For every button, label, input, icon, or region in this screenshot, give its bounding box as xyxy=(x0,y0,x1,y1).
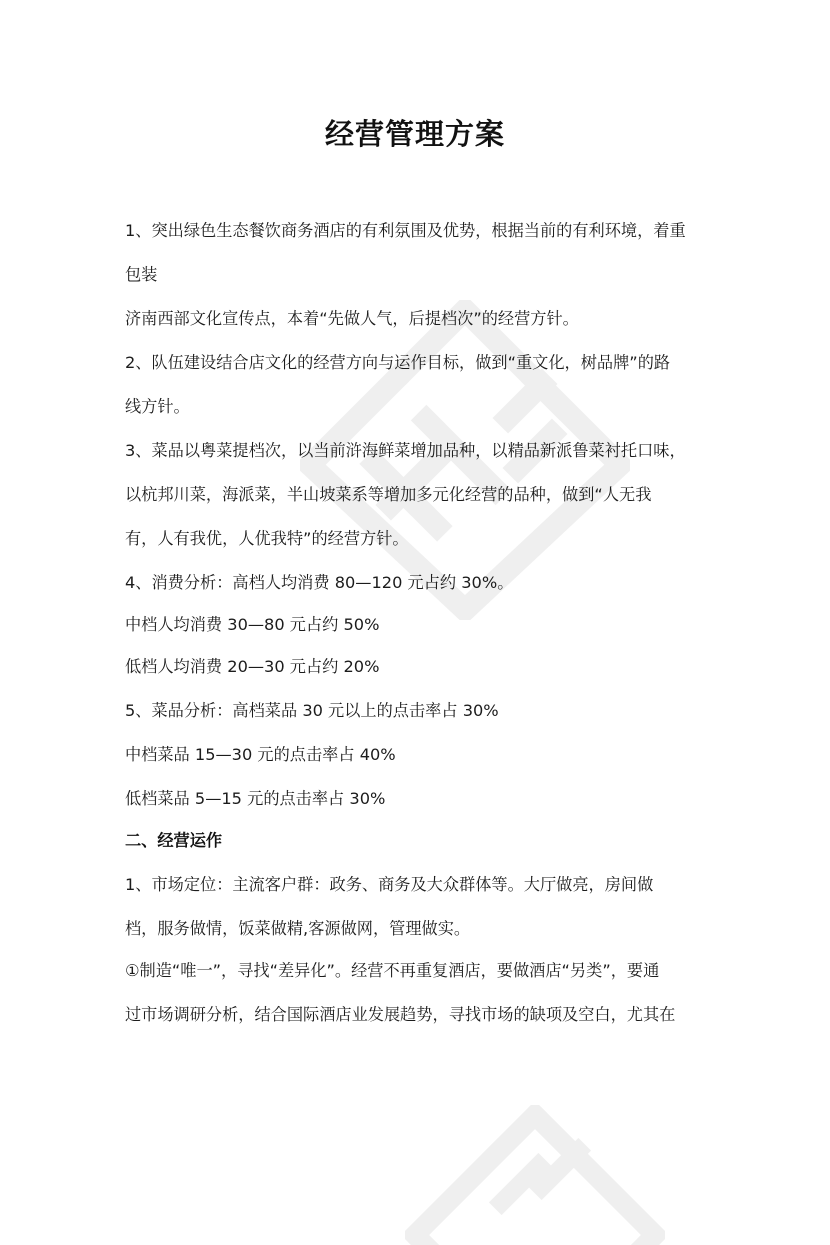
section-heading: 二、经营运作 xyxy=(125,831,223,850)
paragraph-line: 档，服务做情，饭菜做精,客源做网，管理做实。 xyxy=(125,919,471,938)
paragraph-line: 济南西部文化宣传点，本着“先做人气，后提档次”的经营方针。 xyxy=(125,309,579,328)
paragraph-line: 过市场调研分析，结合国际酒店业发展趋势，寻找市场的缺项及空白，尤其在 xyxy=(125,1005,676,1024)
paragraph-line: 4、消费分析：高档人均消费 80—120 元占约 30%。 xyxy=(125,573,514,592)
paragraph-line: 1、市场定位：主流客户群：政务、商务及大众群体等。大厅做亮，房间做 xyxy=(125,875,654,894)
paragraph-line: 包装 xyxy=(125,265,158,284)
paragraph-line: 2、队伍建设结合店文化的经营方向与运作目标，做到“重文化，树品牌”的路 xyxy=(125,353,671,372)
watermark-logo-icon-bottom xyxy=(405,1105,665,1245)
paragraph-line: ①制造“唯一”，寻找“差异化”。经营不再重复酒店，要做酒店“另类”，要通 xyxy=(125,961,660,980)
paragraph-line: 以杭邦川菜，海派菜，半山坡菜系等增加多元化经营的品种，做到“人无我 xyxy=(125,485,652,504)
paragraph-line: 低档人均消费 20—30 元占约 20% xyxy=(125,657,380,676)
paragraph-line: 线方针。 xyxy=(125,397,190,416)
paragraph-line: 中档菜品 15—30 元的点击率占 40% xyxy=(125,745,396,764)
paragraph-line: 3、菜品以粤菜提档次，以当前浒海鲜菜增加品种，以精品新派鲁菜衬托口味， xyxy=(125,441,686,460)
paragraph-line: 有，人有我优，人优我特”的经营方针。 xyxy=(125,529,409,548)
page-title: 经营管理方案 xyxy=(324,117,505,151)
paragraph-line: 低档菜品 5—15 元的点击率占 30% xyxy=(125,789,386,808)
paragraph-line: 中档人均消费 30—80 元占约 50% xyxy=(125,615,380,634)
paragraph-line: 5、菜品分析：高档菜品 30 元以上的点击率占 30% xyxy=(125,701,499,720)
paragraph-line: 1、突出绿色生态餐饮商务酒店的有利氛围及优势，根据当前的有利环境，着重 xyxy=(125,221,686,240)
